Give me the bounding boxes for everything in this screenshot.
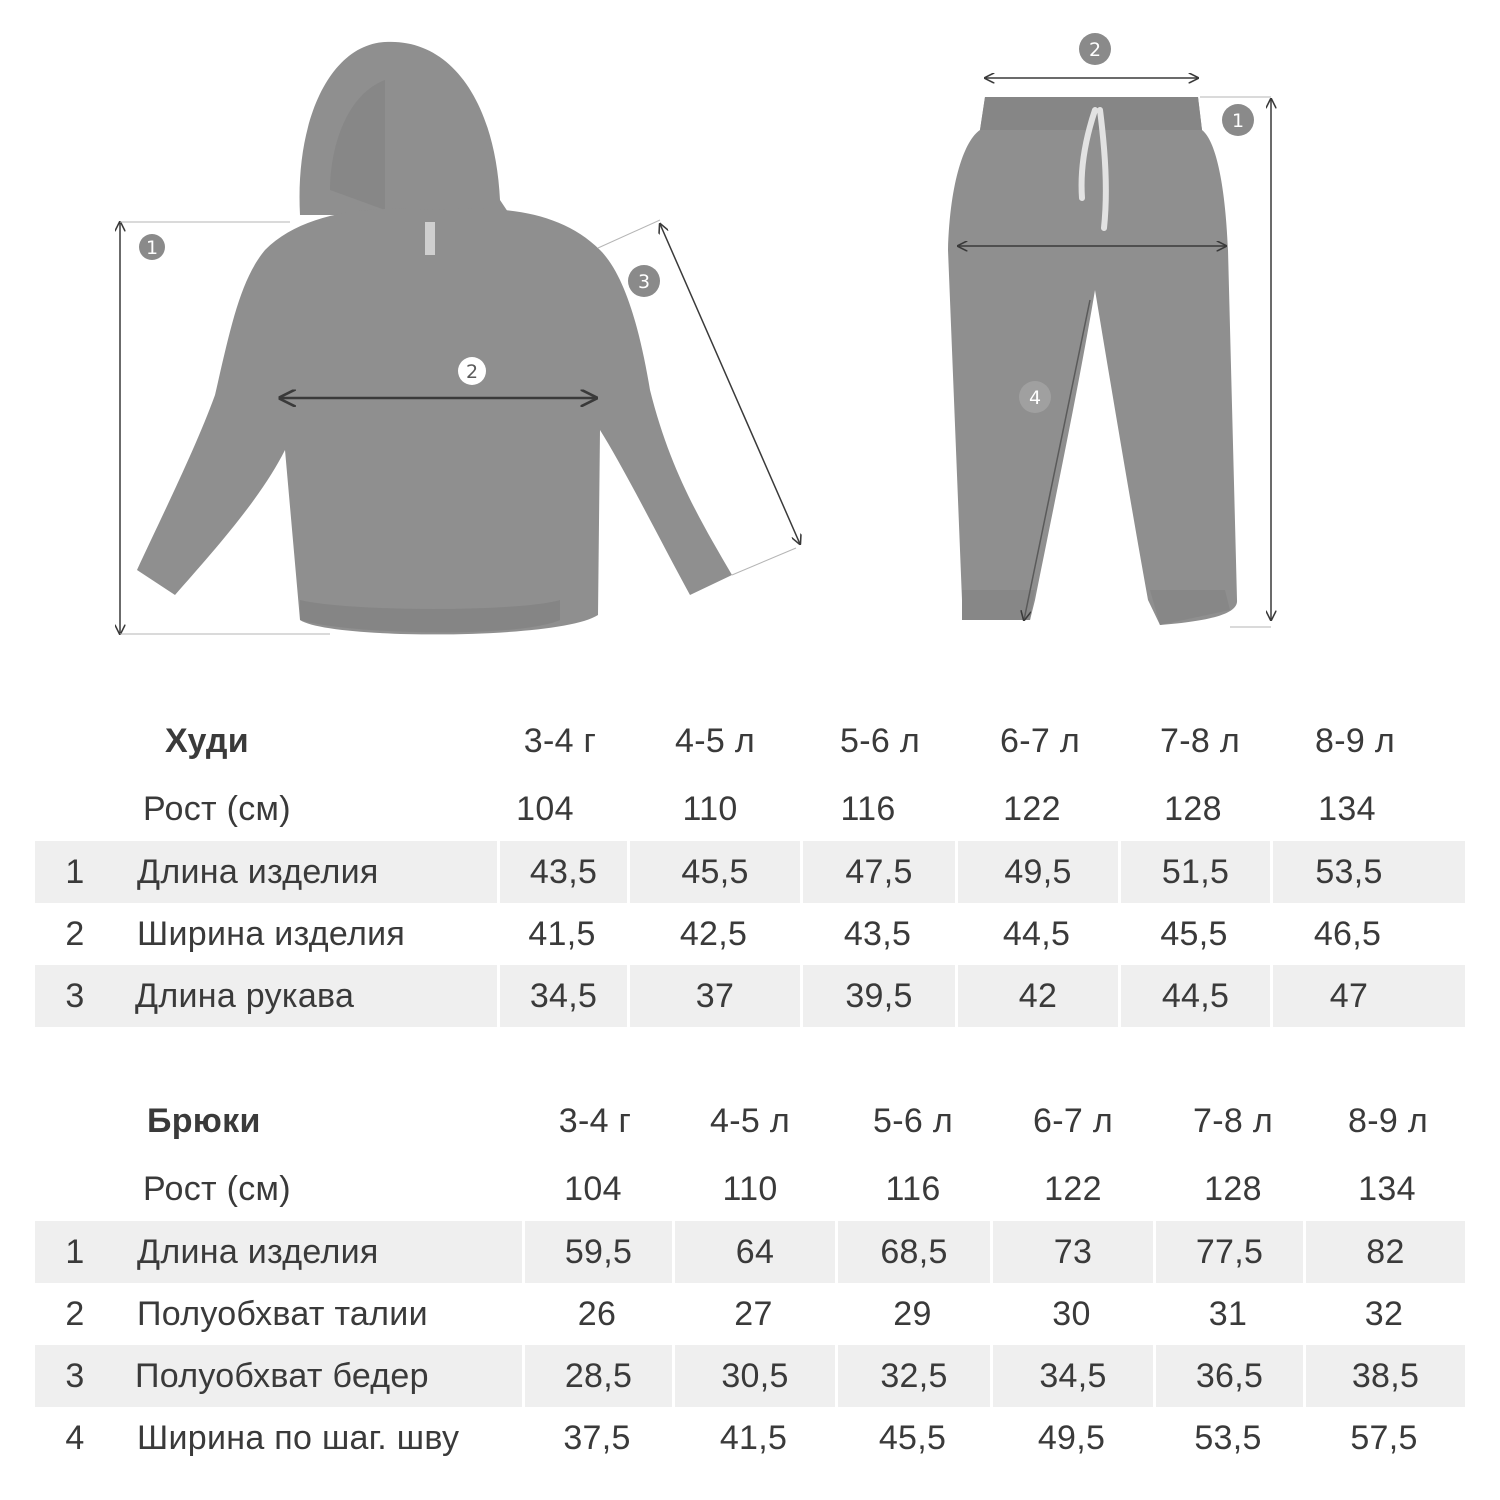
measure-value: 59,5 [522, 1221, 672, 1283]
pants-measure-row-3 [35, 1345, 1465, 1407]
hoodie-marker-3 [628, 265, 660, 297]
hoodie-height-row [35, 777, 1465, 841]
row-number: 4 [65, 1418, 85, 1457]
hoodie-table-title: Худи [165, 721, 249, 760]
size-label: 8-9 л [1315, 721, 1395, 760]
row-number: 2 [65, 1294, 85, 1333]
measure-value: 41,5 [528, 914, 596, 953]
pants-marker-4 [1019, 381, 1051, 413]
size-label: 4-5 л [710, 1101, 790, 1140]
size-label: 7-8 л [1193, 1101, 1273, 1140]
svg-text:3: 3 [637, 271, 651, 293]
height-value: 134 [1318, 789, 1376, 828]
measure-value: 37,5 [563, 1418, 631, 1457]
measure-value: 26 [577, 1294, 617, 1333]
svg-text:4: 4 [1028, 387, 1042, 409]
hoodie-size-header-row [35, 705, 1465, 777]
measure-value: 47,5 [800, 841, 955, 903]
height-value: 122 [1003, 789, 1061, 828]
row-number: 1 [65, 1232, 85, 1271]
size-label: 7-8 л [1160, 721, 1240, 760]
row-number: 3 [65, 976, 85, 1015]
measure-value: 41,5 [719, 1418, 788, 1457]
measure-value: 49,5 [1037, 1418, 1106, 1457]
size-label: 4-5 л [675, 721, 755, 760]
svg-text:1: 1 [145, 237, 159, 259]
height-value: 110 [722, 1169, 778, 1208]
measure-value: 32 [1364, 1294, 1404, 1333]
height-value: 104 [564, 1169, 622, 1208]
hoodie-marker-2 [458, 357, 486, 385]
hoodie-marker-1 [139, 234, 165, 260]
measure-value: 44,5 [1002, 914, 1071, 953]
height-value: 104 [516, 789, 574, 828]
measure-value: 73 [990, 1221, 1153, 1283]
size-label: 6-7 л [1033, 1101, 1113, 1140]
row-number: 2 [65, 914, 85, 953]
measure-label: Полуобхват бедер [135, 1356, 429, 1395]
size-label: 5-6 л [840, 721, 920, 760]
measure-label: Длина изделия [137, 852, 379, 891]
measure-label: Ширина по шаг. шву [137, 1418, 460, 1457]
measure-value: 51,5 [1118, 841, 1270, 903]
size-label: 3-4 г [523, 721, 597, 760]
measure-value: 42,5 [679, 914, 748, 953]
hoodie-size-table [35, 705, 1465, 1027]
measure-value: 45,5 [878, 1418, 947, 1457]
pants-table-title: Брюки [147, 1101, 261, 1140]
measure-value: 43,5 [497, 841, 627, 903]
measure-value: 53,5 [1270, 841, 1425, 903]
measure-value: 30 [1052, 1294, 1091, 1333]
measure-value: 37 [627, 965, 800, 1027]
measure-label: Полуобхват талии [137, 1294, 428, 1333]
measure-value: 34,5 [990, 1345, 1153, 1407]
row-number: 1 [65, 852, 85, 891]
measure-value: 38,5 [1303, 1345, 1465, 1407]
svg-text:2: 2 [465, 361, 479, 383]
size-label: 6-7 л [1000, 721, 1080, 760]
measure-value: 53,5 [1194, 1418, 1262, 1457]
measure-value: 44,5 [1118, 965, 1270, 1027]
measure-label: Длина изделия [137, 1232, 379, 1271]
pants-marker-1 [1222, 104, 1254, 136]
pants-height-row [35, 1157, 1465, 1221]
height-value: 128 [1164, 789, 1222, 828]
pants-measure-row-4 [35, 1407, 1465, 1469]
measure-value: 49,5 [955, 841, 1118, 903]
measure-label: Длина рукава [135, 976, 355, 1015]
pants-illustration [948, 97, 1237, 625]
size-label: 5-6 л [873, 1101, 953, 1140]
height-value: 116 [885, 1169, 941, 1208]
measure-value: 29 [893, 1294, 932, 1333]
measure-value: 42 [955, 965, 1118, 1027]
height-label: Рост (см) [143, 1169, 291, 1208]
measure-value: 47 [1270, 965, 1425, 1027]
height-label: Рост (см) [143, 789, 291, 828]
height-value: 134 [1358, 1169, 1416, 1208]
svg-text:1: 1 [1231, 110, 1245, 132]
pants-measure-row-1 [35, 1221, 1465, 1283]
measure-value: 45,5 [1160, 914, 1228, 953]
measure-value: 32,5 [835, 1345, 990, 1407]
hoodie-illustration [137, 42, 732, 635]
measure-value: 43,5 [843, 914, 912, 953]
measure-value: 45,5 [627, 841, 800, 903]
measure-label: Ширина изделия [137, 914, 406, 953]
size-label: 3-4 г [558, 1101, 632, 1140]
hoodie-measure-row-1 [35, 841, 1465, 903]
measure-value: 77,5 [1153, 1221, 1303, 1283]
hoodie-measure-row-3 [35, 965, 1465, 1027]
measure-value: 68,5 [835, 1221, 990, 1283]
measure-value: 82 [1303, 1221, 1465, 1283]
measure-value: 28,5 [522, 1345, 672, 1407]
svg-text:2: 2 [1088, 39, 1102, 61]
size-label: 8-9 л [1348, 1101, 1428, 1140]
pants-size-header-row [35, 1085, 1465, 1157]
height-value: 128 [1204, 1169, 1262, 1208]
height-value: 110 [682, 789, 738, 828]
measure-value: 31 [1208, 1294, 1248, 1333]
pants-measure-row-2 [35, 1283, 1465, 1345]
measure-value: 27 [734, 1294, 773, 1333]
pants-size-table [35, 1085, 1465, 1469]
hoodie-measure-row-2 [35, 903, 1465, 965]
measure-value: 39,5 [800, 965, 955, 1027]
row-number: 3 [65, 1356, 85, 1395]
garment-illustrations [0, 0, 1500, 680]
pants-marker-2 [1079, 33, 1111, 65]
measure-value: 46,5 [1313, 914, 1382, 953]
measure-value: 30,5 [672, 1345, 835, 1407]
measure-value: 64 [672, 1221, 835, 1283]
height-value: 116 [840, 789, 896, 828]
measure-value: 34,5 [497, 965, 627, 1027]
height-value: 122 [1044, 1169, 1102, 1208]
measure-value: 36,5 [1153, 1345, 1303, 1407]
measure-value: 57,5 [1350, 1418, 1418, 1457]
